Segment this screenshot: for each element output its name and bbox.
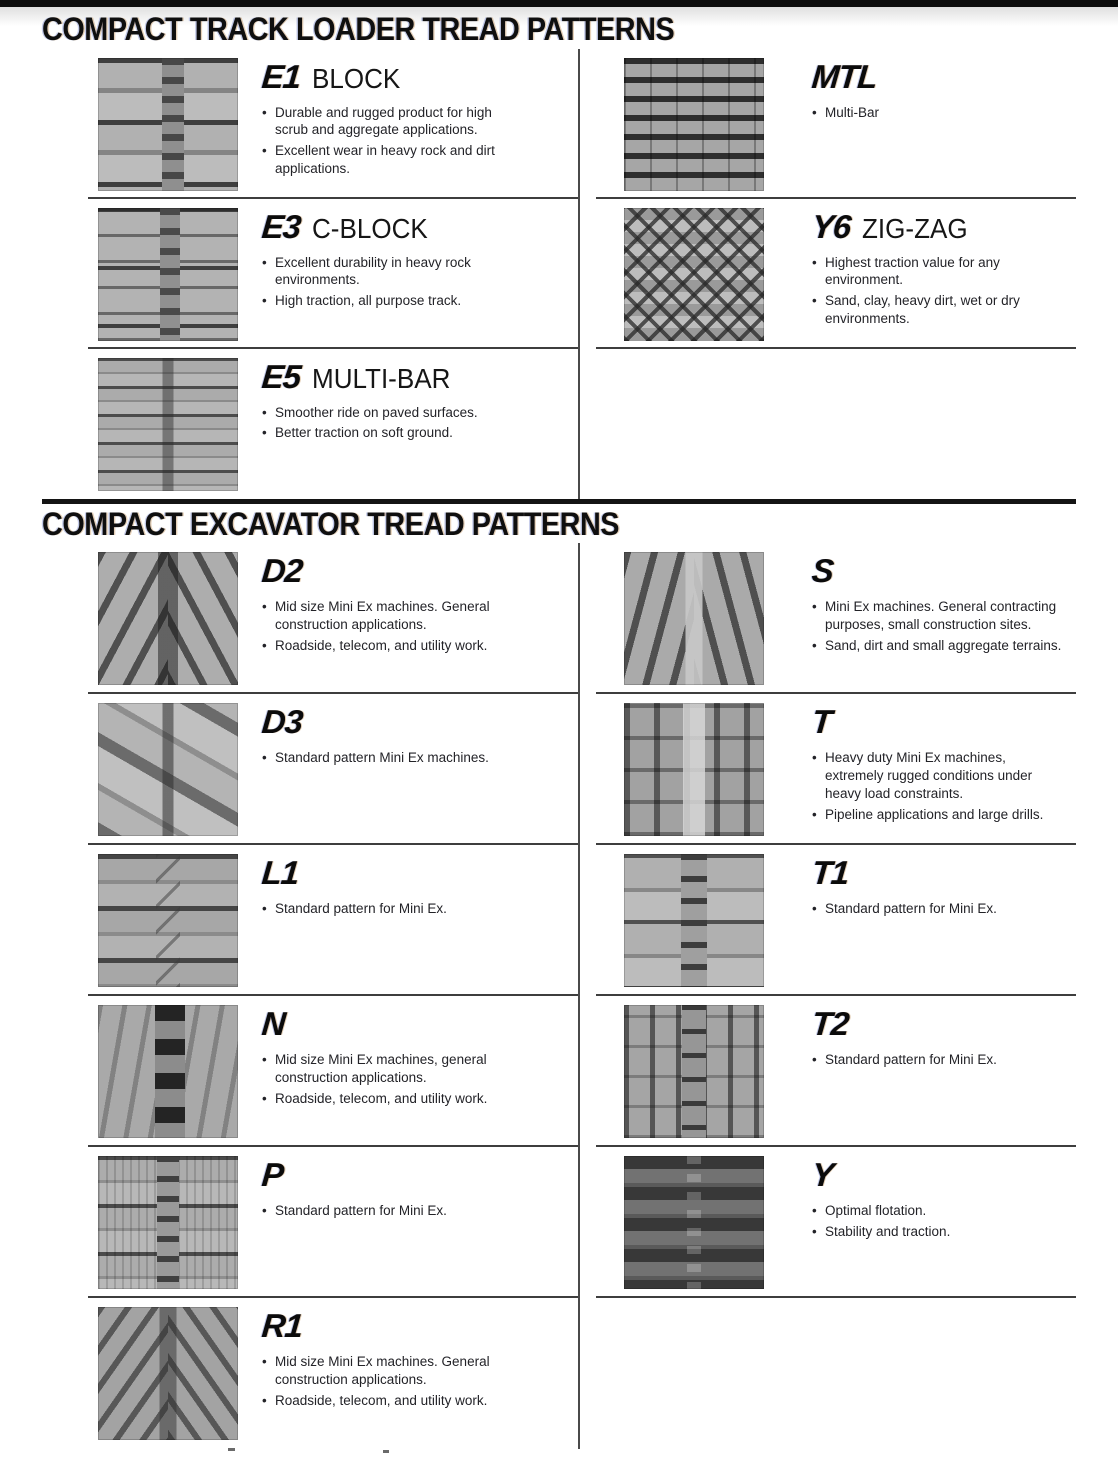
tread-entry-heading	[810, 57, 1062, 95]
bullet-item: • High traction, all purpose track.	[262, 292, 512, 310]
pattern-code: Y	[810, 1156, 835, 1194]
tread-entry	[88, 1298, 578, 1449]
left-column	[42, 543, 578, 1449]
tread-square-lug-icon	[624, 1005, 764, 1138]
tread-entry	[88, 1147, 578, 1298]
tread-entry-text	[262, 703, 512, 770]
tread-entry-heading	[810, 1005, 1062, 1043]
bullet-list	[262, 598, 512, 654]
bullet-item: • Roadside, telecom, and utility work.	[262, 1392, 512, 1410]
scan-artifact	[383, 1450, 389, 1453]
tread-entry-text	[262, 854, 512, 921]
pattern-code: E5	[260, 357, 302, 395]
tread-entry-text	[812, 703, 1062, 826]
tread-flat-bar-icon	[624, 1156, 764, 1289]
tread-step-lug-icon	[624, 703, 764, 836]
bullet-list	[812, 598, 1062, 654]
bullet-item: • Mini Ex machines. General contracting purposes, small construction sites.	[812, 598, 1062, 634]
tread-entry-heading	[260, 57, 512, 95]
bullet-list	[812, 749, 1062, 823]
bullet-item: • Standard pattern for Mini Ex.	[262, 1202, 512, 1220]
bullet-list	[812, 1202, 1062, 1241]
tread-entry-heading	[260, 1005, 512, 1043]
tread-entry	[88, 694, 578, 845]
tread-entry	[88, 845, 578, 996]
tread-entry	[596, 845, 1076, 996]
tread-side-lug-icon	[98, 854, 238, 987]
tread-curved-bar-icon	[624, 552, 764, 685]
bullet-item: • Pipeline applications and large drills.	[812, 806, 1062, 824]
tread-entry-text	[812, 552, 1062, 657]
bullet-item: • Roadside, telecom, and utility work.	[262, 637, 512, 655]
bullet-item: • Roadside, telecom, and utility work.	[262, 1090, 512, 1108]
bullet-item: • Multi-Bar	[812, 104, 1062, 122]
bullet-item: • Mid size Mini Ex machines, general construction applications.	[262, 1051, 512, 1087]
pattern-name: C-BLOCK	[312, 212, 429, 244]
tread-entry-text	[262, 552, 512, 657]
pattern-code: Y6	[810, 207, 852, 245]
bullet-item: • Excellent durability in heavy rock environments.	[262, 254, 512, 290]
bullet-item: • Standard pattern Mini Ex machines.	[262, 749, 512, 767]
tread-zig-zag-icon	[624, 208, 764, 341]
tread-entry-text	[262, 1307, 512, 1412]
tread-rib-icon	[98, 1156, 238, 1289]
bullet-item: • Smoother ride on paved surfaces.	[262, 404, 512, 422]
pattern-code: S	[810, 552, 835, 590]
pattern-name: BLOCK	[312, 62, 401, 94]
bullet-list	[262, 1051, 512, 1107]
tread-entry	[596, 199, 1076, 349]
tread-bar-link-icon	[624, 58, 764, 191]
tread-entry-heading	[810, 552, 1062, 590]
tread-entry-heading	[810, 703, 1062, 741]
scan-artifact	[228, 1448, 235, 1451]
tread-c-block-icon	[98, 208, 238, 341]
tread-entry-heading	[810, 854, 1062, 892]
tread-entry-heading	[810, 1156, 1062, 1194]
tread-entry-heading	[260, 1156, 512, 1194]
tread-entry-text	[262, 58, 512, 181]
section-columns	[42, 49, 1076, 499]
left-column	[42, 49, 578, 499]
tread-entry	[596, 996, 1076, 1147]
tread-angled-block-icon	[98, 703, 238, 836]
section-divider	[42, 499, 1076, 504]
tread-entry-heading	[260, 703, 512, 741]
tread-entry-text	[812, 58, 1062, 125]
tread-entry	[88, 49, 578, 199]
bullet-list	[262, 749, 512, 767]
pattern-code: E3	[260, 207, 302, 245]
tread-herringbone-icon	[98, 1307, 238, 1440]
pattern-name: MULTI-BAR	[312, 362, 451, 394]
tread-entry-text	[812, 1005, 1062, 1072]
bullet-item: • Sand, dirt and small aggregate terrains.	[812, 637, 1062, 655]
tread-chevron-icon	[98, 552, 238, 685]
section-title: COMPACT EXCAVATOR TREAD PATTERNS	[42, 505, 620, 542]
bullet-list	[262, 104, 512, 178]
tread-entry	[88, 996, 578, 1147]
bullet-item: • Standard pattern for Mini Ex.	[812, 900, 1062, 918]
right-column	[578, 49, 1076, 499]
bullet-item: • Standard pattern for Mini Ex.	[812, 1051, 1062, 1069]
section-title: COMPACT TRACK LOADER TREAD PATTERNS	[42, 11, 675, 47]
tread-pattern-section	[42, 13, 1076, 499]
tread-entry-heading	[260, 357, 512, 395]
bullet-item: • Heavy duty Mini Ex machines, extremely rugged conditions under heavy load constraints.	[812, 749, 1062, 802]
pattern-code: R1	[260, 1307, 304, 1345]
pattern-code: P	[260, 1156, 285, 1194]
right-column	[578, 543, 1076, 1449]
tread-pattern-section	[42, 505, 1076, 1450]
bullet-item: • Stability and traction.	[812, 1223, 1062, 1241]
page-top-edge	[0, 0, 1118, 7]
pattern-code: T	[810, 703, 833, 741]
bullet-list	[262, 900, 512, 918]
page-content	[0, 7, 1118, 1449]
bullet-item: • Mid size Mini Ex machines. General construction applications.	[262, 1353, 512, 1389]
tread-entry	[88, 543, 578, 694]
tread-entry	[596, 543, 1076, 694]
tread-entry-text	[812, 208, 1062, 331]
pattern-name: ZIG-ZAG	[862, 212, 968, 244]
pattern-code: MTL	[810, 57, 879, 95]
pattern-code: L1	[260, 854, 301, 892]
tread-center-lug-icon	[624, 854, 764, 987]
section-columns	[42, 543, 1076, 1449]
tread-entry	[596, 1147, 1076, 1298]
tread-entry-text	[262, 208, 512, 313]
tread-entry-heading	[260, 1307, 512, 1345]
bullet-list	[812, 104, 1062, 122]
bullet-item: • Better traction on soft ground.	[262, 424, 512, 442]
pattern-code: D3	[260, 703, 304, 741]
bullet-list	[812, 254, 1062, 328]
tread-entry	[596, 694, 1076, 845]
pattern-code: N	[260, 1005, 287, 1043]
bullet-list	[262, 254, 512, 310]
tread-block-icon	[98, 58, 238, 191]
bullet-list	[812, 1051, 1062, 1069]
tread-entry-heading	[260, 207, 512, 245]
pattern-code: E1	[260, 57, 302, 95]
bullet-item: • Standard pattern for Mini Ex.	[262, 900, 512, 918]
bullet-item: • Highest traction value for any environment.	[812, 254, 1062, 290]
tread-entry-text	[812, 854, 1062, 921]
bullet-item: • Optimal flotation.	[812, 1202, 1062, 1220]
bullet-item: • Mid size Mini Ex machines. General construction applications.	[262, 598, 512, 634]
tread-entry	[88, 199, 578, 349]
pattern-code: D2	[260, 552, 304, 590]
bullet-list	[262, 404, 512, 443]
tread-entry-text	[262, 1156, 512, 1223]
tread-dark-link-icon	[98, 1005, 238, 1138]
tread-entry-text	[812, 1156, 1062, 1244]
tread-entry	[596, 49, 1076, 199]
tread-entry	[88, 349, 578, 499]
pattern-code: T1	[810, 854, 851, 892]
tread-entry-heading	[810, 207, 1062, 245]
tread-entry-text	[262, 358, 512, 446]
bullet-item: • Sand, clay, heavy dirt, wet or dry environments.	[812, 292, 1062, 328]
tread-entry-text	[262, 1005, 512, 1110]
bullet-item: • Durable and rugged product for high scrub and aggregate applications.	[262, 104, 512, 140]
tread-entry-heading	[260, 854, 512, 892]
tread-entry-heading	[260, 552, 512, 590]
bullet-list	[262, 1202, 512, 1220]
tread-multi-bar-icon	[98, 358, 238, 491]
bullet-list	[262, 1353, 512, 1409]
bullet-list	[812, 900, 1062, 918]
bullet-item: • Excellent wear in heavy rock and dirt applications.	[262, 142, 512, 178]
pattern-code: T2	[810, 1005, 851, 1043]
